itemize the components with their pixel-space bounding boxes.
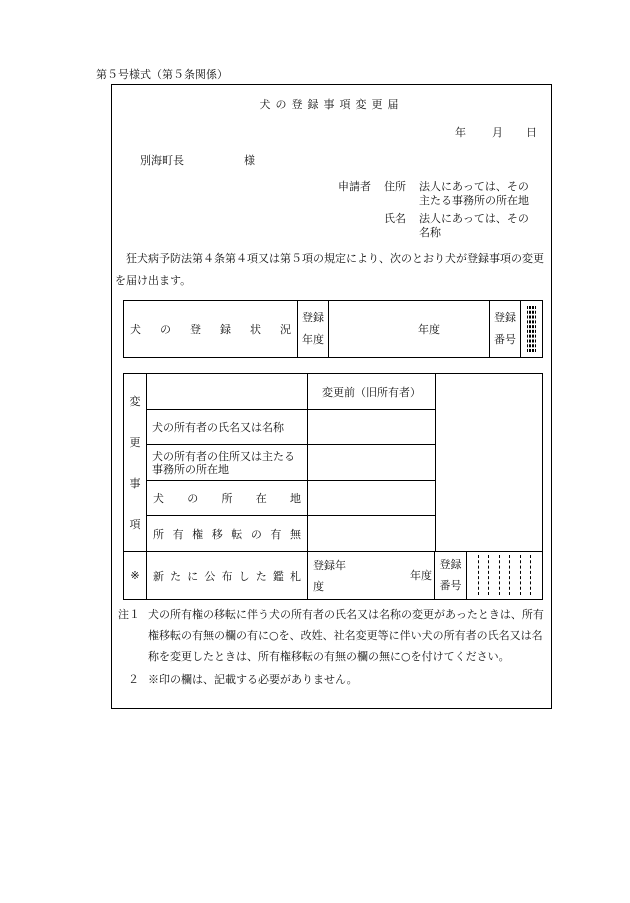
new-tag-year-field[interactable]: 登録年 度 年度 bbox=[308, 552, 435, 599]
official-use-mark: ※ bbox=[124, 552, 147, 600]
ownership-transfer-label: 所 有 権 移 転 の 有 無 bbox=[147, 516, 308, 552]
label-char: 登 bbox=[190, 323, 201, 336]
name-note-line1: 法人にあっては、その bbox=[419, 212, 529, 225]
new-tag-number-field[interactable] bbox=[467, 552, 542, 599]
before-change-header: 変更前（旧所有者） bbox=[308, 374, 436, 410]
label-char: 犬 bbox=[130, 323, 141, 336]
date-year-label: 年 bbox=[455, 126, 466, 139]
label-char: 録 bbox=[220, 323, 231, 336]
registration-status-table bbox=[123, 300, 543, 358]
date-day-label: 日 bbox=[526, 126, 537, 139]
date-month-label: 月 bbox=[492, 126, 503, 139]
registration-number-field[interactable] bbox=[521, 301, 543, 358]
owner-name-label: 犬の所有者の氏名又は名称 bbox=[147, 410, 308, 445]
note-1: 注１ 犬の所有権の移転に伴う犬の所有者の氏名又は名称の変更があったときは、所有権移転の有無の欄の有に○を、改姓、社名変更等に伴い犬の所有者の氏名又は名称を変更したときは、所有権移転の有無の欄の無に○を付けてください。 bbox=[118, 608, 544, 663]
dog-location-before-field[interactable] bbox=[308, 481, 436, 516]
registration-status-label bbox=[124, 301, 298, 358]
form-title: 犬の登録事項変更届 bbox=[259, 98, 404, 111]
label-char: 状 bbox=[250, 323, 261, 336]
change-items-table bbox=[123, 373, 543, 600]
dog-location-label: 犬 の 所 在 地 bbox=[147, 481, 308, 516]
addressee: 別海町長 bbox=[140, 154, 184, 167]
applicant-name-label: 氏名 bbox=[384, 212, 406, 225]
new-tag-info-cell bbox=[308, 552, 543, 600]
new-tag-label: 新 た に 公 布 し た 鑑 札 bbox=[147, 552, 308, 600]
address-note-line2: 主たる事務所の所在地 bbox=[419, 194, 529, 207]
notes bbox=[118, 604, 550, 690]
applicant-address-label: 住所 bbox=[384, 180, 406, 193]
addressee-honorific: 様 bbox=[244, 154, 255, 167]
ownership-transfer-field[interactable] bbox=[308, 516, 436, 552]
new-tag-number-label: 登録 番号 bbox=[435, 552, 467, 599]
after-change-column bbox=[436, 374, 543, 552]
owner-address-label: 犬の所有者の住所又は主たる 事務所の所在地 bbox=[147, 445, 308, 481]
registration-year-label: 登録 年度 bbox=[298, 301, 329, 358]
applicant-label: 申請者 bbox=[338, 180, 371, 193]
owner-name-before-field[interactable] bbox=[308, 410, 436, 445]
header-blank-cell bbox=[147, 374, 308, 410]
label-char: の bbox=[160, 323, 171, 336]
owner-address-before-field[interactable] bbox=[308, 445, 436, 481]
request-statement: 狂犬病予防法第４条第４項又は第５項の規定により、次のとおり犬が登録事項の変更を届け出ます。 bbox=[115, 252, 544, 287]
name-note-line2: 名称 bbox=[419, 226, 441, 239]
note-2: ２ ※印の欄は、記載する必要がありません。 bbox=[128, 673, 358, 686]
label-char: 況 bbox=[280, 323, 291, 336]
registration-year-field[interactable]: 年度 bbox=[329, 301, 490, 358]
form-number-label: 第５号様式（第５条関係） bbox=[96, 68, 228, 81]
change-items-side-label: 変 更 事 項 bbox=[124, 374, 147, 552]
address-note-line1: 法人にあっては、その bbox=[419, 180, 529, 193]
registration-number-label: 登録 番号 bbox=[490, 301, 521, 358]
